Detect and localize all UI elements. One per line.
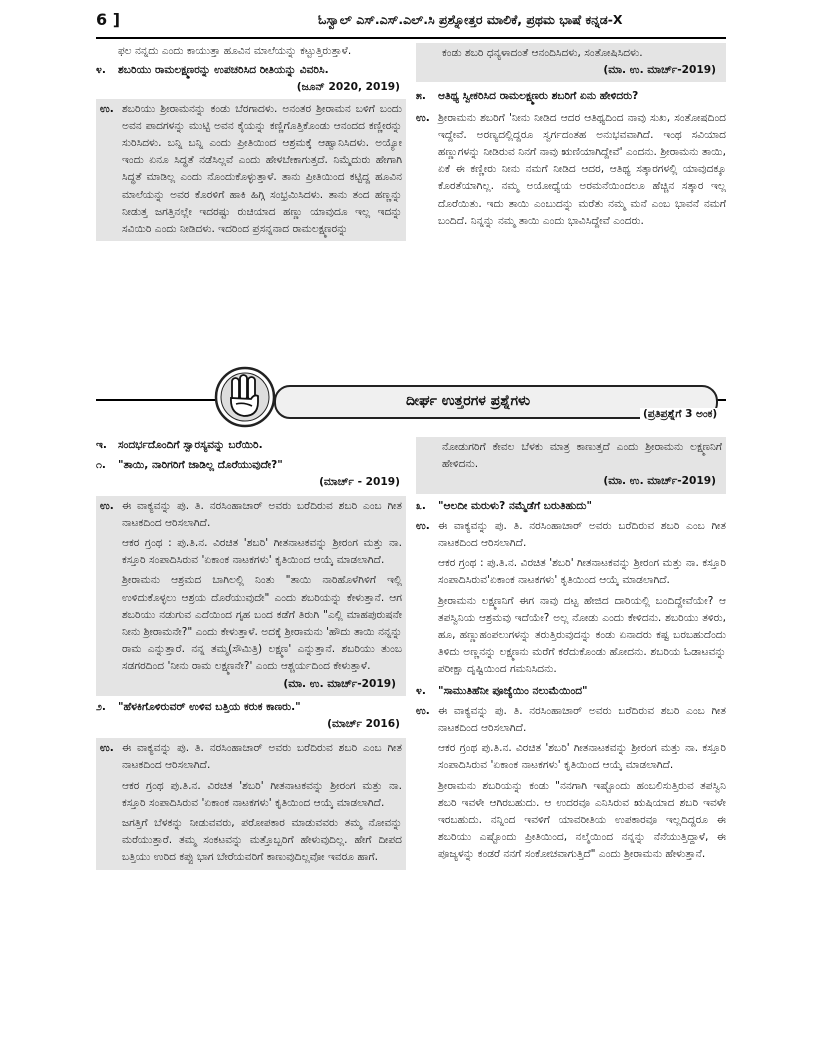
answer-2 <box>96 738 406 869</box>
answer-3 <box>416 518 726 679</box>
continued-answer-box <box>416 43 726 82</box>
answer-marker: ಉ. <box>416 704 430 717</box>
left-bottom-column <box>96 437 406 870</box>
question-4 <box>416 683 726 700</box>
answer-paragraph: ಈ ವಾಕ್ಯವನ್ನು ಪು. ತಿ. ನರಸಿಂಹಾಚಾರ್ ಅವರು ಬರೆದಿರುವ ಶಬರಿ ಎಂಬ ಗೀತ ನಾಟಕದಿಂದ ಆರಿಸಲಾಗಿದೆ. <box>122 499 402 529</box>
question-number: ೧. <box>96 459 106 472</box>
answer-paragraph: ಆಕರ ಗ್ರಂಥ : ಪು.ತಿ.ನ. ವಿರಚಿತ 'ಶಬರಿ' ಗೀತನಾಟಕವನ್ನು ಶ್ರೀರಂಗ ಮತ್ತು ನಾ. ಕಸ್ತೂರಿ ಸಂಪಾದಿಸಿರುವ'ಏಕಾಂಕ ನಾಟಕಗಳು' ಕೃತಿಯಿಂದ ಆಯ್ಕೆ ಮಾಡಲಾಗಿದೆ. <box>438 557 726 587</box>
question-number: ೪. <box>96 64 106 77</box>
question-text: "ಹೆಳಕಿಗೊಳಿರುವರ್ ಉಳಿವ ಬತ್ತಿಯ ಕರುಕ ಕಾಣರು." <box>118 700 301 713</box>
answer-paragraph: ಈ ವಾಕ್ಯವನ್ನು ಪು. ತಿ. ನರಸಿಂಹಾಚಾರ್ ಅವರು ಬರೆದಿರುವ ಶಬರಿ ಎಂಬ ಗೀತ ನಾಟಕದಿಂದ ಆರಿಸಲಾಗಿದೆ. <box>122 742 402 772</box>
continued-text: ಫಲ ನನ್ನದು ಎಂದು ಕಾಯುತ್ತಾ ಹೂವಿನ ಮಾಲೆಯನ್ನು ಕಟ್ಟುತ್ತಿರುತ್ತಾಳೆ. <box>118 45 352 57</box>
answer-reference: (ಮಾ. ಉ. ಮಾರ್ಚ್-2019) <box>603 64 716 77</box>
answer-5 <box>416 110 726 230</box>
continued-text: ಕಂಡು ಶಬರಿ ಧನ್ಯಳಾದಂತೆ ಆನಂದಿಸಿದಳು, ಸಂತೋಷಿಸಿದಳು. <box>442 47 643 59</box>
answer-4 <box>416 703 726 864</box>
question-1 <box>96 457 406 474</box>
question-number: ೪. <box>416 684 426 697</box>
answer-4 <box>96 99 406 242</box>
answer-reference: (ಮಾ. ಉ. ಮಾರ್ಚ್-2019) <box>283 677 396 690</box>
question-text: "ಆಲದೀ ಮರುಳು? ನಮ್ಮೆಡೆಗೆ ಬರುತಿಹುದು" <box>438 499 593 512</box>
right-bottom-column <box>416 437 726 864</box>
continued-answer <box>96 43 406 60</box>
section-text: ಸಂದರ್ಭದೊಂದಿಗೆ ಸ್ವಾರಸ್ಯವನ್ನು ಬರೆಯಿರಿ. <box>118 439 263 451</box>
section-banner <box>96 366 726 428</box>
answer-paragraph: ಜಗತ್ತಿಗೆ ಬೆಳಕನ್ನು ನೀಡುವವರು, ಪರೋಪಕಾರ ಮಾಡುವವರು ತಮ್ಮ ನೋವನ್ನು ಮರೆಯುತ್ತಾರೆ. ತಮ್ಮ ಸಂಕಟವನ್ನು ಮತ್ತೊಬ್ಬರಿಗೆ ಹೇಳುವುದಿಲ್ಲ. ಹೇಗೆ ದೀಪದ ಬತ್ತಿಯು ಉರಿದ ಕಪ್ಪು ಭಾಗ ಬೇರೆಯವರಿಗೆ ಕಾಣುವುದಿಲ್ಲವೋ ಇವರೂ ಹಾಗೆ. <box>122 817 402 864</box>
answer-1 <box>96 496 406 696</box>
page-header <box>0 0 816 38</box>
answer-text: ಶ್ರೀರಾಮನು ಶಬರಿಗೆ 'ನೀನು ನೀಡಿದ ಆದರ ಆತಿಥ್ಯದಿಂದ ನಾವು ಸುಖ, ಸಂತೋಷದಿಂದ ಇದ್ದೇವೆ. ಅರಣ್ಯದಲ್ಲಿದ್ದರೂ ಸ್ವರ್ಗದಂತಹ ಅನುಭವವಾಗಿದೆ. ಇಂಥ ಸವಿಯಾದ ಹಣ್ಣುಗಳನ್ನು ನೀಡಿರುವ ನಿನಗೆ ನಾವು ಋಣಿಯಾಗಿದ್ದೇವೆ' ಎಂದನು. ಶ್ರೀರಾಮನು ತಾಯಿ, ಏಕೆ ಈ ಕಣ್ಣೀರು ನೀನು ನಮಗೆ ನೀಡಿದ ಆದರ, ಆತಿಥ್ಯ ಸತ್ಕಾರಗಳಲ್ಲಿ ಯಾವುದಕ್ಕೂ ಕೊರತೆಯಾಗಿಲ್ಲ. ನಮ್ಮ ಅಯೋಧ್ಯೆಯ ಅರಮನೆಯಿಂದಲೂ ಹೆಚ್ಚಿನ ಸತ್ಕಾರ ಇಲ್ಲ ದೊರೆಯಿತು. ಇದು ತಾಯಿ ಎಂಬುದನ್ನು ಮರೆತು ನಮ್ಮ ಮನೆ ಎಂಬ ಭಾವನೆ ನಮಗೆ ಬಂದಿದೆ. ನಿನ್ನನ್ನು ನಮ್ಮ ತಾಯಿ ಎಂದು ಭಾವಿಸಿದ್ದೇವೆ ಎಂದರು. <box>438 111 726 227</box>
question-number: ೩. <box>416 499 426 512</box>
marks-badge: (ಪ್ರತಿಪ್ರಶ್ನೆಗೆ 3 ಅಂಕ) <box>640 408 720 421</box>
question-number: ೫. <box>416 90 426 103</box>
question-text: ಆತಿಥ್ಯ ಸ್ವೀಕರಿಸಿದ ರಾಮಲಕ್ಷ್ಮಣರು ಶಬರಿಗೆ ಏನು ಹೇಳಿದರು? <box>438 90 639 103</box>
running-title: ಓಸ್ವಾಲ್ ಎಸ್.ಎಸ್.ಎಲ್.ಸಿ ಪ್ರಶ್ನೋತ್ತರ ಮಾಲಿಕೆ, ಪ್ರಥಮ ಭಾಷೆ ಕನ್ನಡ-X <box>318 12 623 27</box>
answer-paragraph: ಈ ವಾಕ್ಯವನ್ನು ಪು. ತಿ. ನರಸಿಂಹಾಚಾರ್ ಅವರು ಬರೆದಿರುವ ಶಬರಿ ಎಂಬ ಗೀತ ನಾಟಕದಿಂದ ಆರಿಸಲಾಗಿದೆ. <box>438 704 726 735</box>
question-reference: (ಜೂನ್ 2020, 2019) <box>296 81 400 94</box>
header-rule <box>96 37 726 39</box>
three-fingers-hand-icon <box>214 366 276 428</box>
right-top-column <box>416 43 726 230</box>
left-top-column <box>96 43 406 241</box>
page-number: 6 ] <box>96 10 121 29</box>
answer-paragraph: ಶ್ರೀರಾಮನು ಆಶ್ರಮದ ಬಾಗಿಲಲ್ಲಿ ನಿಂತು "ತಾಯಿ ನಾರಿಹೊಳೆಗಿಳಿಗೆ ಇಲ್ಲಿ ಉಳಿದುಕೊಳ್ಳಲು ಆಶ್ರಯ ದೊರೆಯುವುದೇ" ಎಂದು ಶಬರಿಯನ್ನು ಕೇಳುತ್ತಾನೆ. ಆಗ ಶಬರಿಯು ನಡುಗುವ ಎದೆಯಿಂದ ಗೃಹ ಬಂದ ಕಡೆಗೆ ತಿರುಗಿ "ಎಲ್ಲಿ ಮಾಹಪುರುಷನೇ ನೀನು ಶ್ರೀರಾಮನೇ?" ಎಂದು ಕೇಳುತ್ತಾಳೆ. ಅದಕ್ಕೆ ಶ್ರೀರಾಮನು 'ಹೌದು ತಾಯಿ ನನ್ನನ್ನು ರಾಮ ಎನ್ನುತ್ತಾರೆ. ನನ್ನ ತಮ್ಮ(ಸೌಮಿತ್ರಿ) ಲಕ್ಷ್ಮಣ' ಎನ್ನುತ್ತಾನೆ. ಶಬರಿಯು ತುಂಬ ಸಡಗರದಿಂದ 'ನೀನು ರಾಮ ಲಕ್ಷ್ಮಣನೇ?' ಎಂದು ಆಶ್ಚರ್ಯದಿಂದ ಕೇಳುತ್ತಾಳೆ. <box>122 574 402 673</box>
question-4 <box>96 62 406 79</box>
answer-marker: ಉ. <box>100 499 114 512</box>
answer-text: ಶಬರಿಯು ಶ್ರೀರಾಮನನ್ನು ಕಂಡು ಬೆರಗಾದಳು. ಅನಂತರ ಶ್ರೀರಾಮನ ಬಳಿಗೆ ಬಂದು ಅವನ ಪಾದಗಳನ್ನು ಮುಟ್ಟಿ ಅವನ ಕೈಯನ್ನು ಕಣ್ಣಿಗೊತ್ತಿಕೊಂಡು ಆನಂದದ ಕಣ್ಣೀರನ್ನು ಸುರಿಸಿದಳು. ಬನ್ನಿ ಬನ್ನಿ ಎಂದು ಪ್ರೀತಿಯಿಂದ ಆಶ್ರಮಕ್ಕೆ ಆಹ್ವಾನಿಸಿದಳು. ಅಯ್ಯೋ ಇಂದು ಏನೂ ಸಿದ್ಧತೆ ನಡೆಸಿಲ್ಲವೆ ಎಂದು ಹೇಳಬೇಕಾಗುತ್ತದೆ. ನಿಮ್ಮೆದುರು ಹೇಗಾಗಿ ಸಿದ್ಧತೆ ಮಾಡಿಲ್ಲ ಎಂದು ನೊಂದುಕೊಳ್ಳುತ್ತಾಳೆ. ತಾನು ಪ್ರೀತಿಯಿಂದ ಕಟ್ಟಿದ್ದ ಹೂವಿನ ಮಾಲೆಯನ್ನು ಅವರ ಕೊರಳಿಗೆ ಹಾಕಿ ಹಿಗ್ಗಿ ಸಂಭ್ರಮಿಸಿದಳು. ತಾನು ತಂದ ಹಣ್ಣನ್ನು ನೀಡುತ್ತ ಜಗತ್ತಿನಲ್ಲೇ ಇದರಷ್ಟು ರುಚಿಯಾದ ಹಣ್ಣು ಯಾವುದೂ ಇಲ್ಲ ಇದನ್ನು ಸವಿಯಿರಿ ಎಂದು ನೀಡಿದಳು. ಇದರಿಂದ ಪ್ರಸನ್ನನಾದ ರಾಮಲಕ್ಷ್ಮಣರನ್ನು <box>122 102 402 236</box>
question-reference: (ಮಾರ್ಚ್ - 2019) <box>319 476 400 489</box>
question-3 <box>416 498 726 515</box>
continued-answer-box <box>416 437 726 494</box>
section-heading <box>96 437 406 454</box>
question-text: "ತಾಯಿ, ನಾರಿಗರಿಗೆ ಜಾಡಿಲ್ಲ ದೊರೆಯುವುದೇ?" <box>118 459 283 472</box>
continued-text: ನೋಡುಗರಿಗೆ ಕೇವಲ ಬೆಳಕು ಮಾತ್ರ ಕಾಣುತ್ತದೆ ಎಂದು ಶ್ರೀರಾಮನು ಲಕ್ಷ್ಮಣನಿಗೆ ಹೇಳಿದನು. <box>442 441 722 471</box>
question-text: ಶಬರಿಯು ರಾಮಲಕ್ಷ್ಮಣರನ್ನು ಉಪಚರಿಸಿದ ರೀತಿಯನ್ನು ವಿವರಿಸಿ. <box>118 64 329 77</box>
section-marker: ಇ. <box>96 439 107 451</box>
answer-marker: ಉ. <box>100 742 114 755</box>
answer-marker: ಉ. <box>100 102 114 115</box>
banner-title: ದೀರ್ಘ ಉತ್ತರಗಳ ಪ್ರಶ್ನೆಗಳು <box>406 393 531 409</box>
answer-marker: ಉ. <box>416 111 430 124</box>
answer-reference: (ಮಾ. ಉ. ಮಾರ್ಚ್-2019) <box>603 475 716 488</box>
answer-paragraph: ಆಕರ ಗ್ರಂಥ ಪು.ತಿ.ನ. ವಿರಚಿತ 'ಶಬರಿ' ಗೀತನಾಟಕವನ್ನು ಶ್ರೀರಂಗ ಮತ್ತು ನಾ. ಕಸ್ತೂರಿ ಸಂಪಾದಿಸಿರುವ 'ಏಕಾಂಕ ನಾಟಕಗಳು' ಕೃತಿಯಿಂದ ಆಯ್ಕೆ ಮಾಡಲಾಗಿದೆ. <box>438 742 726 772</box>
question-5 <box>416 88 726 105</box>
answer-paragraph: ಆಕರ ಗ್ರಂಥ ಪು.ತಿ.ನ. ವಿರಚಿತ 'ಶಬರಿ' ಗೀತನಾಟಕವನ್ನು ಶ್ರೀರಂಗ ಮತ್ತು ನಾ. ಕಸ್ತೂರಿ ಸಂಪಾದಿಸಿರುವ 'ಏಕಾಂಕ ನಾಟಕಗಳು' ಕೃತಿಯಿಂದ ಆಯ್ಕೆ ಮಾಡಲಾಗಿದೆ. <box>122 779 402 809</box>
question-text: "ಸಾಮುತಿಹೆನೀ ಪೂಜ್ಯೆಯಿಂ ನಲುಮೆಯಿಂದ" <box>438 684 588 697</box>
answer-paragraph: ಶ್ರೀರಾಮನು ಶಬರಿಯನ್ನು ಕಂಡು "ನನಗಾಗಿ ಇಷ್ಟೊಂದು ಹಂಬಲಿಸುತ್ತಿರುವ ತಪಸ್ವಿನಿ ಶಬರಿ ಇವಳೇ ಆಗಿರಬಹುದು. ಆ ಉದರವೂ ಎನಿಸಿರುವ ಋಷಿಯಾದ ಶಬರಿ ಇವಳೇ ಇರಬಹುದು. ನನ್ನಿಂದ ಇವಳಿಗೆ ಯಾವರೀತಿಯ ಉಪಕಾರವೂ ಇಲ್ಲದಿದ್ದರೂ ಈ ಶಬರಿಯು ಎಷ್ಟೊಂದು ಪ್ರೀತಿಯಿಂದ, ನಲ್ಮೆಯಿಂದ ನನ್ನನ್ನು ನೆನೆಯುತ್ತಿದ್ದಾಳೆ, ಈ ಪೂಜ್ಯಳನ್ನು ಕಂಡರೆ ನನಗೆ ಸಂಕೋಚವಾಗುತ್ತಿದೆ" ಎಂದು ಶ್ರೀರಾಮನು ಹೇಳುತ್ತಾನೆ. <box>438 779 726 861</box>
answer-marker: ಉ. <box>416 519 430 532</box>
question-2 <box>96 699 406 716</box>
question-reference: (ಮಾರ್ಚ್ 2016) <box>327 718 400 731</box>
question-number: ೨. <box>96 700 106 713</box>
answer-paragraph: ಶ್ರೀರಾಮನು ಲಕ್ಷ್ಮಣನಿಗೆ ಈಗ ನಾವು ದಟ್ಟ ಹೇಜಿದ ದಾರಿಯಲ್ಲಿ ಬಂದಿದ್ದೇವೆಯೇ? ಆ ತಪಸ್ವಿನಿಯ ಆಶ್ರಮವು ಇದೆಯೇ? ಅಲ್ಲ ನೋಡು ಎಂದು ಕೇಳಿದನು. ಶಬರಿಯು ತಳಿರು, ಹೂ, ಹಣ್ಣುಹಂಪಲುಗಳನ್ನು ತರುತ್ತಿರುವುದನ್ನು ಕಂಡು ಏನಾದರು ಕಷ್ಟ ಬರಬಹುದೆಂದು ತಿಳಿದು ಅಣ್ಣನನ್ನು ಲಕ್ಷ್ಮಣನು ಮರೆಗೆ ಕರೆದುಕೊಂಡು ಹೋದನು. ಶಬರಿಯ ಓಡಾಟವನ್ನು ಪರೀಕ್ಷಾ ದೃಷ್ಟಿಯಿಂದ ಗಮನಿಸಿದನು. <box>438 594 726 676</box>
answer-paragraph: ಈ ವಾಕ್ಯವನ್ನು ಪು. ತಿ. ನರಸಿಂಹಾಚಾರ್ ಅವರು ಬರೆದಿರುವ ಶಬರಿ ಎಂಬ ಗೀತ ನಾಟಕದಿಂದ ಆರಿಸಲಾಗಿದೆ. <box>438 519 726 550</box>
answer-paragraph: ಆಕರ ಗ್ರಂಥ : ಪು.ತಿ.ನ. ವಿರಚಿತ 'ಶಬರಿ' ಗೀತನಾಟಕವನ್ನು ಶ್ರೀರಂಗ ಮತ್ತು ನಾ. ಕಸ್ತೂರಿ ಸಂಪಾದಿಸಿರುವ 'ಏಕಾಂಕ ನಾಟಕಗಳು' ಕೃತಿಯಿಂದ ಆಯ್ಕೆ ಮಾಡಲಾಗಿದೆ. <box>122 537 402 567</box>
